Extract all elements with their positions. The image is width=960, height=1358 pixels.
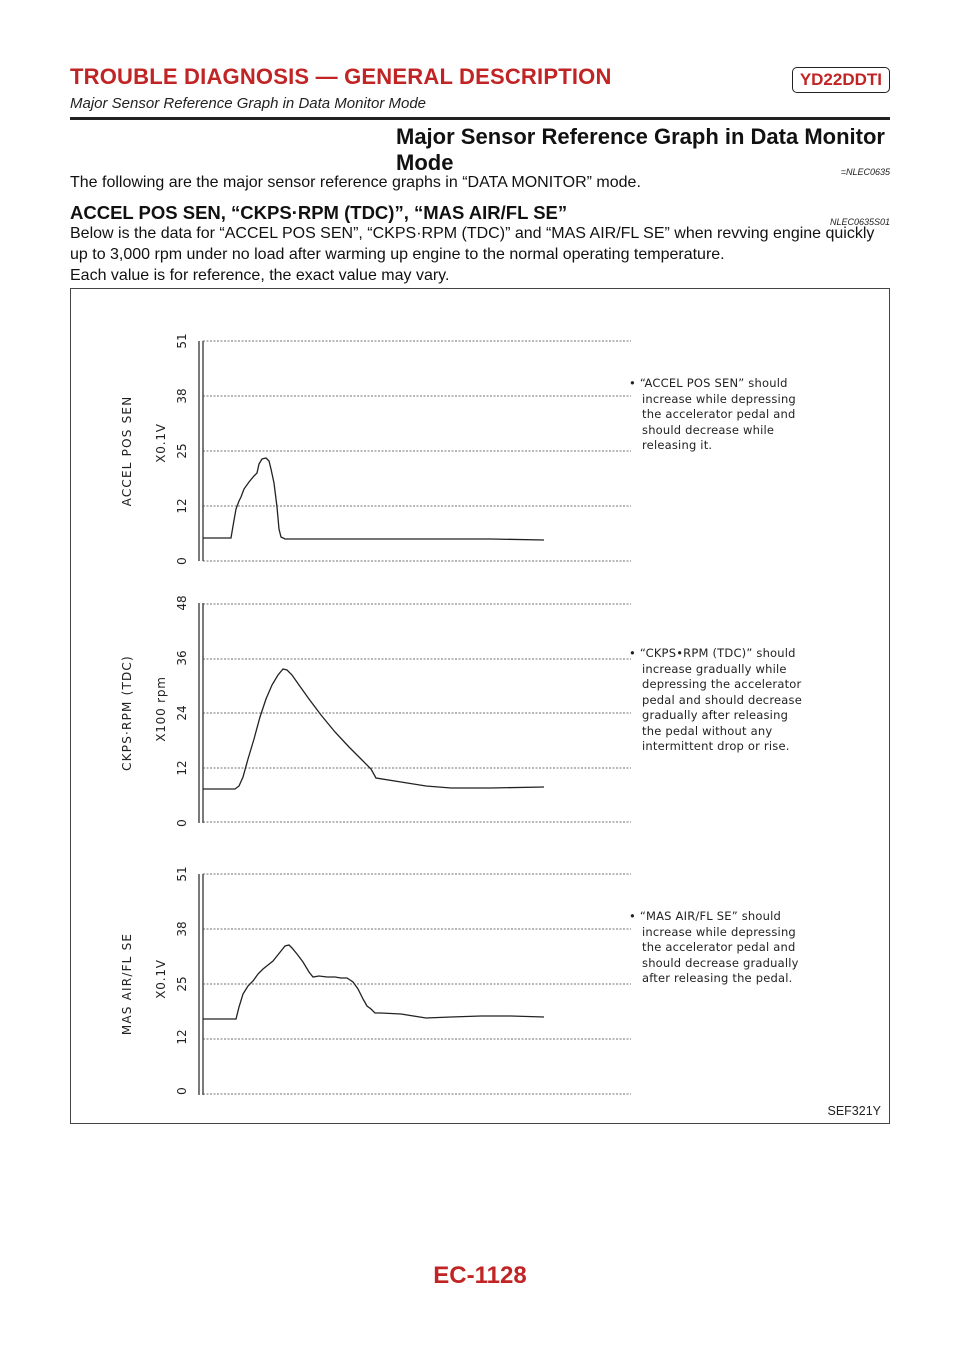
note-mas-air-fl-se bbox=[629, 909, 869, 987]
tick-label: 25 bbox=[175, 443, 189, 459]
header-rule bbox=[70, 117, 890, 120]
engine-badge: YD22DDTI bbox=[792, 67, 890, 93]
reference-figure bbox=[70, 288, 890, 1124]
figure-code: SEF321Y bbox=[827, 1104, 881, 1118]
subsection-note: Each value is for reference, the exact value may vary. bbox=[70, 267, 450, 284]
tick-label: 0 bbox=[175, 557, 189, 565]
tick-label: 38 bbox=[175, 921, 189, 937]
note-line: gradually after releasing bbox=[642, 708, 789, 722]
note-line: should decrease gradually bbox=[642, 955, 799, 970]
graph-unit-accel: X0.1V bbox=[154, 423, 168, 463]
tick-label: 51 bbox=[175, 333, 189, 349]
note-line: • “ACCEL POS SEN” should bbox=[629, 376, 788, 390]
subsection-title: ACCEL POS SEN, “CKPS·RPM (TDC)”, “MAS AIR/FL SE” bbox=[70, 202, 568, 223]
tick-label: 12 bbox=[175, 760, 189, 776]
note-line: pedal and should decrease bbox=[642, 692, 802, 707]
tick-label: 0 bbox=[175, 819, 189, 827]
graph-ckps-rpm bbox=[120, 595, 631, 826]
note-line: • “MAS AIR/FL SE” should bbox=[629, 909, 782, 923]
tick-label: 24 bbox=[175, 705, 189, 721]
note-line: increase gradually while bbox=[642, 661, 787, 676]
tick-label: 38 bbox=[175, 388, 189, 404]
header-subtitle: Major Sensor Reference Graph in Data Monitor Mode bbox=[70, 95, 427, 112]
graph-label-maf: MAS AIR/FL SE bbox=[120, 932, 134, 1036]
section-ref-code: =NLEC0635 bbox=[840, 167, 890, 177]
graph-unit-maf: X0.1V bbox=[154, 959, 168, 999]
note-line: after releasing the pedal. bbox=[642, 971, 793, 985]
note-line: increase while depressing bbox=[642, 391, 796, 406]
note-line: depressing the accelerator bbox=[642, 677, 802, 691]
tick-label: 12 bbox=[175, 1029, 189, 1045]
section-intro: The following are the major sensor reference graphs in “DATA MONITOR” mode. bbox=[70, 174, 641, 191]
tick-label: 25 bbox=[175, 976, 189, 992]
data-trace bbox=[203, 669, 544, 789]
tick-label: 48 bbox=[175, 595, 189, 611]
data-trace bbox=[203, 945, 544, 1019]
tick-label: 0 bbox=[175, 1087, 189, 1095]
graph-accel-pos-sen bbox=[120, 333, 631, 564]
subsection-ref-code: NLEC0635S01 bbox=[829, 217, 890, 227]
data-trace bbox=[203, 458, 544, 540]
graph-unit-ckps: X100 rpm bbox=[154, 676, 168, 742]
tick-label: 36 bbox=[175, 650, 189, 666]
note-line: should decrease while bbox=[642, 422, 775, 437]
header-title: TROUBLE DIAGNOSIS — GENERAL DESCRIPTION bbox=[70, 64, 612, 89]
note-line: releasing it. bbox=[642, 438, 713, 452]
page-number: EC-1128 bbox=[433, 1262, 527, 1289]
note-line: the accelerator pedal and bbox=[642, 407, 796, 421]
graph-label-accel: ACCEL POS SEN bbox=[120, 395, 134, 507]
note-accel-pos-sen bbox=[629, 376, 869, 454]
tick-label: 51 bbox=[175, 866, 189, 882]
subsection-body: Below is the data for “ACCEL POS SEN”, “CKPS·RPM (TDC)” and “MAS AIR/FL SE” when revving engine quickly up to 3,000 rpm under no load after warming up engine to the normal operating temperature. bbox=[70, 225, 875, 263]
note-line: the accelerator pedal and bbox=[642, 940, 796, 954]
note-line: • “CKPS•RPM (TDC)” should bbox=[629, 646, 796, 660]
graph-mas-air-fl-se bbox=[120, 866, 631, 1095]
note-line: intermittent drop or rise. bbox=[642, 739, 790, 753]
graph-label-ckps: CKPS·RPM (TDC) bbox=[120, 655, 134, 771]
note-ckps-rpm bbox=[629, 646, 869, 755]
tick-label: 12 bbox=[175, 498, 189, 514]
note-line: the pedal without any bbox=[642, 723, 773, 738]
section-title: Major Sensor Reference Graph in Data Monitor Mode bbox=[396, 124, 885, 175]
note-line: increase while depressing bbox=[642, 924, 796, 939]
